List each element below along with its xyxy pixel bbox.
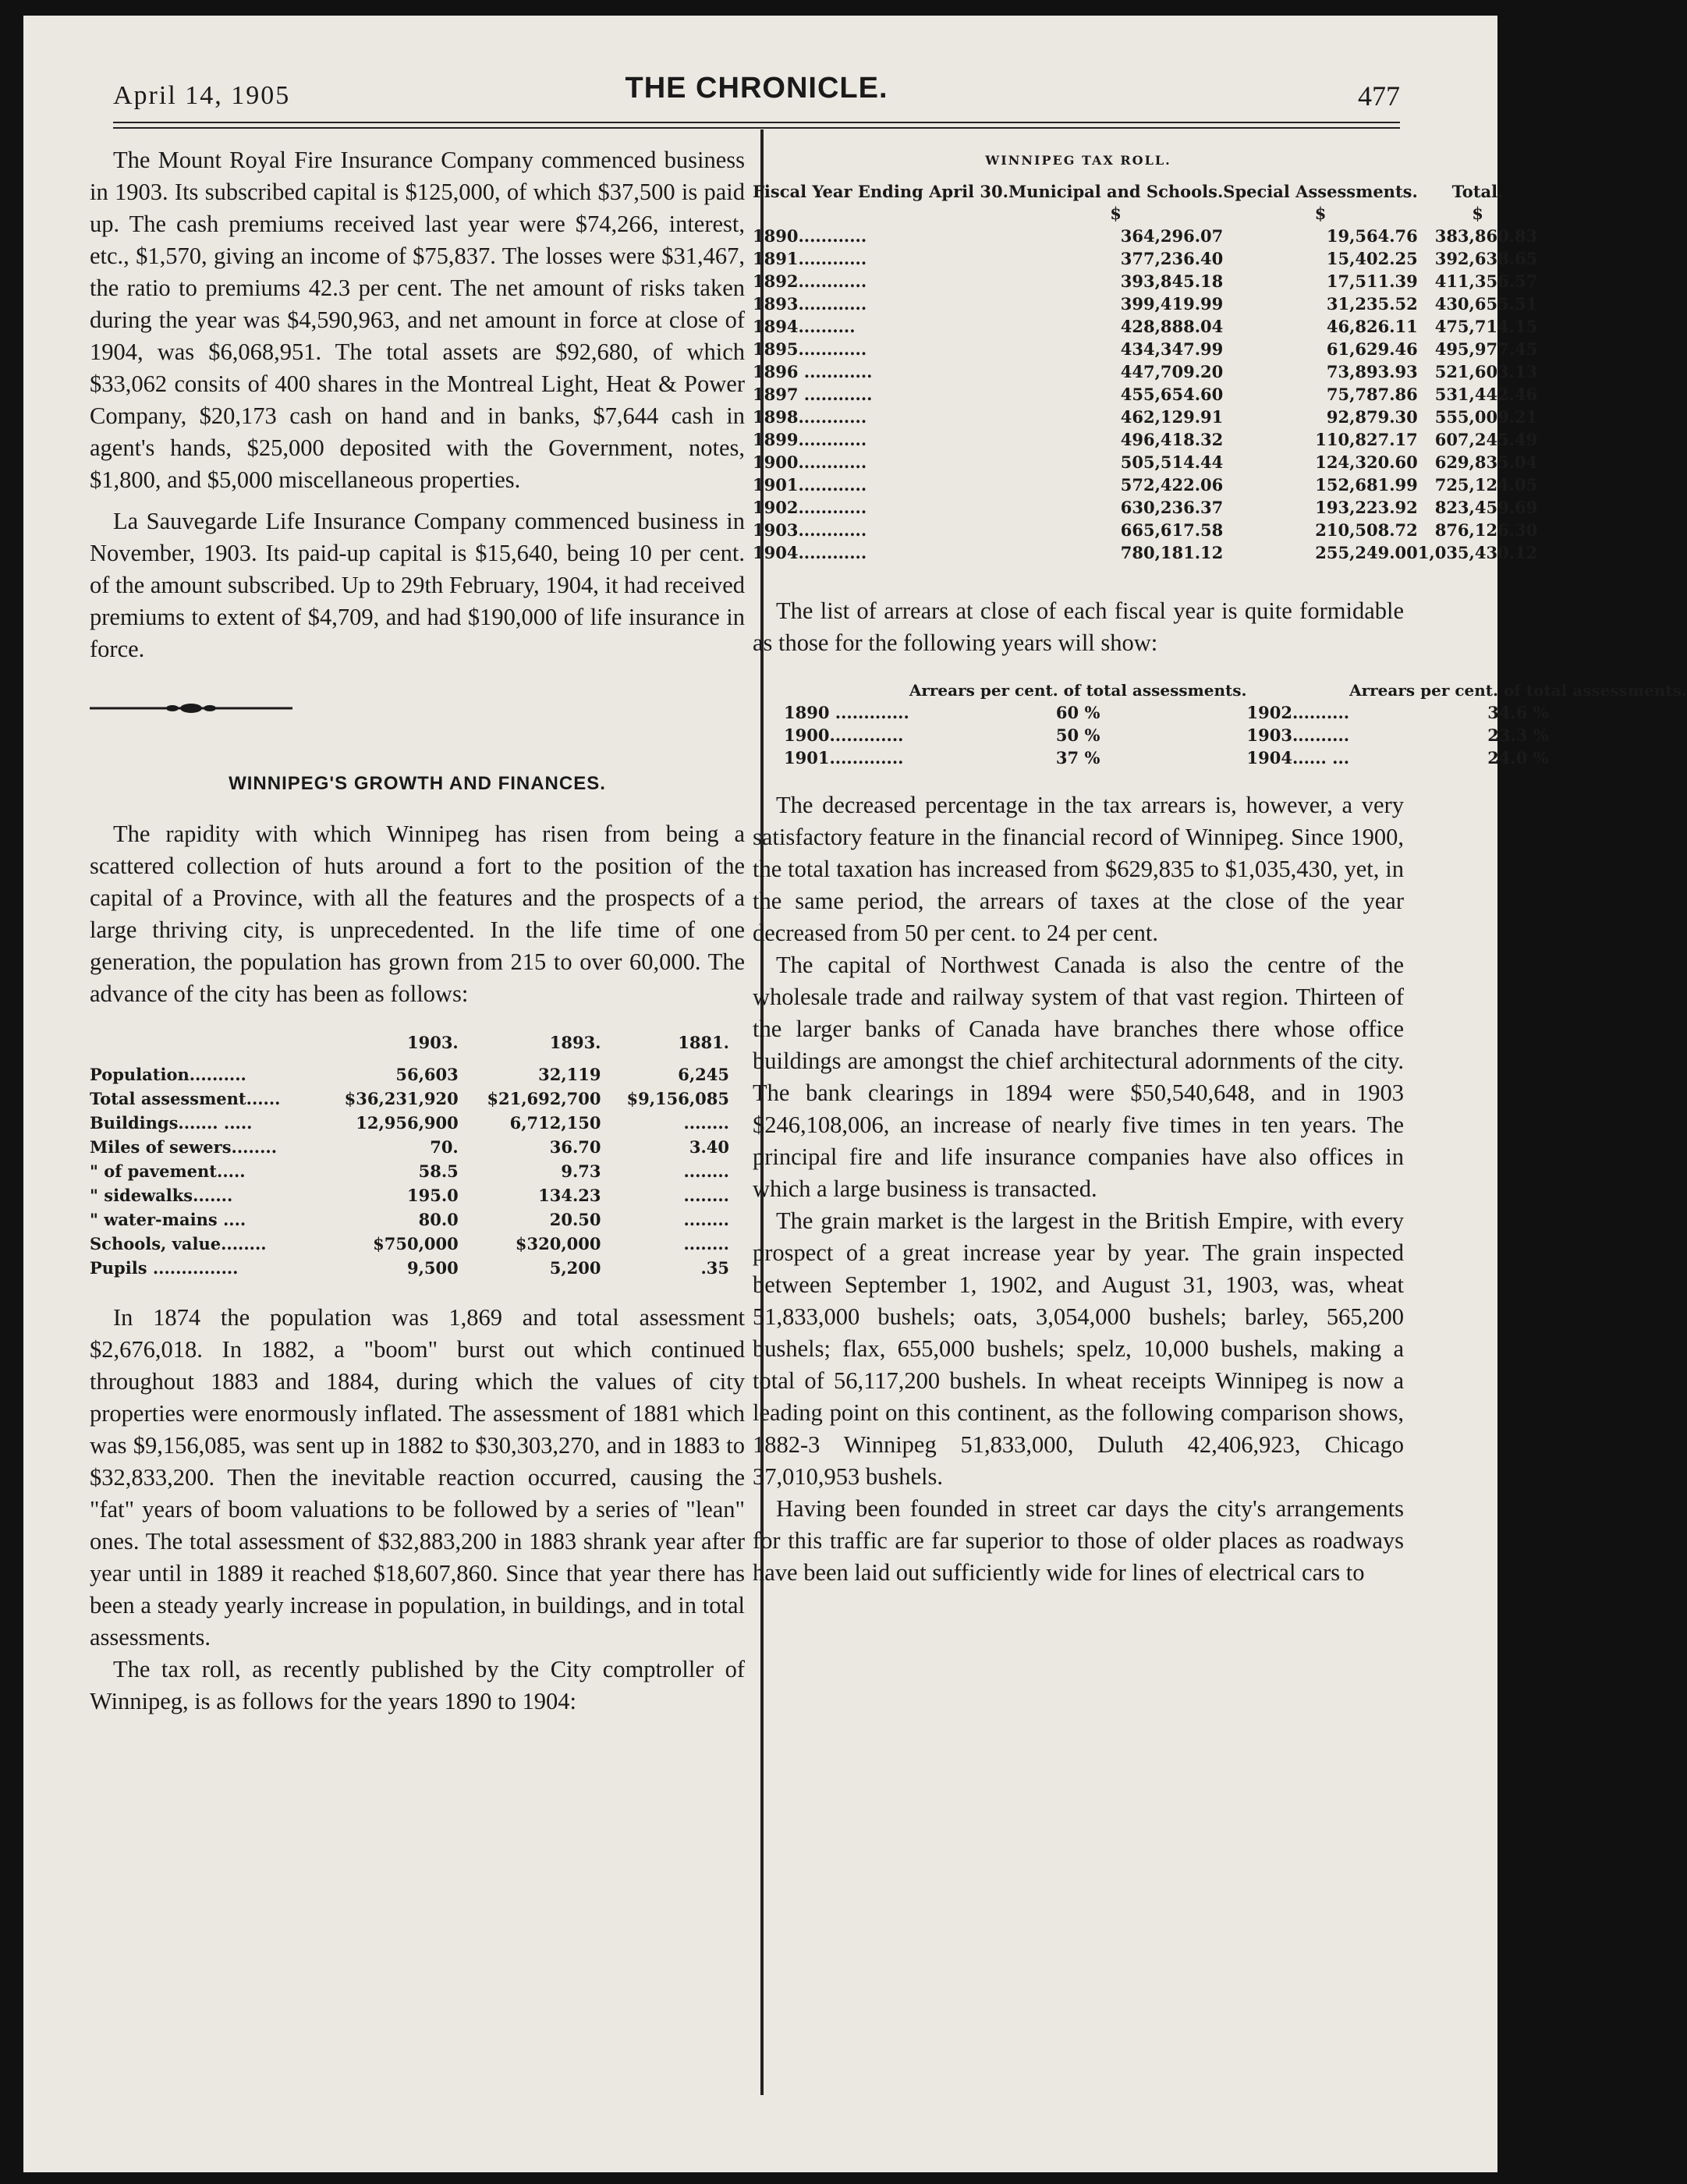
arrears-header-right: Arrears per cent. of total assessments. [1349, 681, 1687, 700]
mount-royal-paragraph: The Mount Royal Fire Insurance Company commenced business in 1903. Its subscribed capital is $125,000, of which $37,500 is paid up. The cash premiums received last year were $74,266, interest, etc., $1,570, giving an income of $75,837. The losses were $31,467, the ratio to premiums 42.3 per cent. The net amount of risks taken during the year was $4,590,963, and net amount in force at close of 1904, was $6,068,951. The total assets are $92,680, of which $33,062 consits of 400 shares in the Montreal Light, Heat & Power Company, $20,173 cash on hand and in banks, $7,644 cash in agent's hands, $25,000 deposited with the Government, notes, $1,800, and $5,000 miscellaneous properties. [90, 147, 745, 493]
tax-unit: $ [1110, 204, 1122, 223]
tax-cell: 1899............ [753, 430, 867, 449]
tax-unit: $ [1472, 204, 1483, 223]
tax-cell: 393,845.18 [1120, 271, 1224, 291]
arrears-cell: 24.0 % [1487, 748, 1549, 768]
growth-cell: 195.0 [406, 1186, 459, 1205]
arrears-row [784, 701, 1687, 724]
tax-cell: 399,419.99 [1120, 294, 1224, 314]
growth-cell: 134.23 [538, 1186, 601, 1205]
tax-cell: 572,422.06 [1120, 475, 1224, 495]
arrears-table [784, 679, 1687, 769]
growth-header: 1903. [406, 1033, 459, 1052]
tax-cell: 607,245.49 [1434, 430, 1538, 449]
tax-cell: 61,629.46 [1326, 339, 1418, 359]
tax-cell: 462,129.91 [1120, 407, 1224, 427]
tax-row [753, 247, 1537, 270]
growth-row [90, 1135, 729, 1159]
section-heading: WINNIPEG'S GROWTH AND FINANCES. [229, 773, 606, 794]
growth-cell: ........ [683, 1234, 729, 1253]
growth-header: 1881. [678, 1033, 729, 1052]
growth-cell: $21,692,700 [487, 1089, 601, 1108]
growth-cell: 20.50 [549, 1210, 601, 1229]
arrears-cell: 1902.......... [1246, 703, 1350, 722]
growth-cell: 3.40 [689, 1137, 729, 1157]
tax-cell: 92,879.30 [1326, 407, 1418, 427]
tax-unit: $ [1314, 204, 1327, 223]
tax-cell: 255,249.00 [1315, 543, 1418, 562]
tax-row [753, 541, 1537, 564]
growth-cell: ........ [683, 1210, 729, 1229]
rapidity-paragraph: The rapidity with which Winnipeg has risen from being a scattered collection of huts around a fort to the position of the capital of a Province, with all the features and the prospects of a large thriving city, is unprecedented. In the life time of one generation, the population has grown from 215 to over 60,000. The advance of the city has been as follows: [90, 821, 745, 1007]
page-number: 477 [1358, 80, 1400, 112]
header-date: April 14, 1905 [113, 81, 291, 110]
tax-row [753, 383, 1537, 406]
tax-cell: 495,977.45 [1434, 339, 1538, 359]
growth-cell: Pupils ............... [90, 1258, 239, 1278]
tax-roll-title: WINNIPEG TAX ROLL. [985, 153, 1171, 168]
arrears-cell: 50 % [1055, 725, 1100, 745]
arrears-header-row [784, 679, 1687, 701]
growth-cell: " sidewalks....... [90, 1186, 233, 1205]
tax-cell: 31,235.52 [1326, 294, 1418, 314]
grain-market-paragraph: The grain market is the largest in the British Empire, with every prospect of a great increase year by year. The grain inspected between September 1, 1902, and August 31, 1903, was, wheat 51,833,000 bushels; oats, 3,054,000 bushels; barley, 565,200 bushels; flax, 655,000 bushels; spelz, 10,000 bushels, making a total of 56,117,200 bushels. In wheat receipts Winnipeg is now a leading point on this continent, as the following comparison shows, 1882-3 Winnipeg 51,833,000, Duluth 42,406,923, Chicago 37,010,953 bushels. [753, 1207, 1404, 1490]
tax-cell: 531,442.46 [1434, 385, 1538, 404]
tax-cell: 823,459.69 [1434, 498, 1538, 517]
tax-cell: 15,402.25 [1326, 249, 1418, 268]
tax-header-row [753, 181, 1537, 203]
tax-row [753, 428, 1537, 451]
growth-cell: $320,000 [515, 1234, 601, 1253]
arrears-cell: 1900............. [784, 725, 904, 745]
growth-cell: $36,231,920 [344, 1089, 459, 1108]
tax-cell: 377,236.40 [1120, 249, 1224, 268]
tax-cell: 110,827.17 [1315, 430, 1418, 449]
growth-row [90, 1159, 729, 1183]
sauvegarde-paragraph: La Sauvegarde Life Insurance Company commenced business in November, 1903. Its paid-up capital is $15,640, being 10 per cent. of the amount subscribed. Up to 29th February, 1904, it had received premiums to extent of $4,709, and had $190,000 of life insurance in force. [90, 508, 745, 662]
tax-cell: 1,035,430.12 [1417, 543, 1538, 562]
tax-cell: 521,603.13 [1434, 362, 1538, 381]
growth-cell: " water-mains .... [90, 1210, 246, 1229]
northwest-capital-paragraph: The capital of Northwest Canada is also the centre of the wholesale trade and railway system of that vast region. Thirteen of the larger banks of Canada have branches there whose office buildings are amongst the chief architectural adornments of the city. The bank clearings in 1894 were $50,540,648, and in 1903 $246,108,006, an increase of nearly five times in ten years. The principal fire and life insurance companies have also offices in which a large business is transacted. [753, 952, 1404, 1202]
growth-cell: $750,000 [373, 1234, 459, 1253]
growth-header: 1893. [549, 1033, 601, 1052]
tax-roll-table [753, 181, 1537, 564]
tax-cell: 17,511.39 [1326, 271, 1418, 291]
arrears-cell: 1904...... ... [1246, 748, 1350, 768]
tax-unit [753, 203, 1008, 225]
tax-cell: 75,787.86 [1326, 385, 1418, 404]
tax-row [753, 496, 1537, 519]
tax-row [753, 519, 1537, 541]
tax-cell: 364,296.07 [1120, 226, 1224, 246]
tax-cell: 630,236.37 [1120, 498, 1224, 517]
tax-cell: 496,418.32 [1120, 430, 1224, 449]
growth-cell: ........ [683, 1161, 729, 1181]
tax-header: Special Assessments. [1223, 182, 1418, 201]
growth-cell: ........ [683, 1113, 729, 1133]
newspaper-page [23, 16, 1687, 2172]
tax-header: Total. [1451, 182, 1504, 201]
tax-cell: 1892............ [753, 271, 867, 291]
header-rule [113, 122, 1400, 129]
growth-row [90, 1087, 729, 1111]
arrears-row [784, 724, 1687, 746]
tax-cell: 876,126.30 [1434, 520, 1538, 540]
arrears-cell: 1901............. [784, 748, 904, 768]
tax-header: Fiscal Year Ending April 30. [753, 182, 1008, 201]
tax-cell: 1897 ............ [753, 385, 873, 404]
tax-cell: 1896 ............ [753, 362, 873, 381]
growth-row [90, 1256, 729, 1280]
tax-cell: 1898............ [753, 407, 867, 427]
growth-row [90, 1232, 729, 1256]
arrears-header-left: Arrears per cent. of total assessments. [909, 681, 1247, 700]
tax-cell: 1890............ [753, 226, 867, 246]
tax-cell: 475,714.15 [1434, 317, 1538, 336]
tax-row [753, 225, 1537, 247]
growth-header [90, 1030, 316, 1062]
tax-cell: 1891............ [753, 249, 867, 268]
tax-cell: 46,826.11 [1326, 317, 1418, 336]
tax-cell: 629,835.04 [1434, 452, 1538, 472]
tax-cell: 780,181.12 [1120, 543, 1224, 562]
growth-row [90, 1111, 729, 1135]
tax-cell: 455,654.60 [1120, 385, 1224, 404]
street-car-paragraph: Having been founded in street car days the city's arrangements for this traffic are far superior to those of older places as roadways have been laid out sufficiently wide for lines of electrical cars to [753, 1495, 1404, 1586]
tax-cell: 124,320.60 [1315, 452, 1418, 472]
growth-cell: 6,712,150 [509, 1113, 601, 1133]
growth-cell: 58.5 [418, 1161, 459, 1181]
tax-row [753, 360, 1537, 383]
growth-row [90, 1183, 729, 1207]
growth-cell: 5,200 [549, 1258, 601, 1278]
growth-cell: 80.0 [418, 1210, 459, 1229]
tax-header: Municipal and Schools. [1008, 182, 1224, 201]
growth-cell: 32,119 [538, 1065, 601, 1084]
tax-cell: 1900............ [753, 452, 867, 472]
tax-cell: 19,564.76 [1326, 226, 1418, 246]
right-column [753, 144, 1687, 1589]
tax-row [753, 315, 1537, 338]
tax-cell: 1904............ [753, 543, 867, 562]
growth-cell: 12,956,900 [356, 1113, 459, 1133]
growth-row [90, 1207, 729, 1232]
left-column [90, 144, 745, 1718]
growth-cell: Population.......... [90, 1065, 246, 1084]
growth-cell: 6,245 [678, 1065, 729, 1084]
growth-cell: 56,603 [395, 1065, 459, 1084]
growth-cell: " of pavement..... [90, 1161, 246, 1181]
population-history-paragraph: In 1874 the population was 1,869 and total assessment $2,676,018. In 1882, a "boom" burst out which continued throughout 1883 and 1884, during which the values of city properties were enormously inflated. The assessment of 1881 which was $9,156,085, was sent up in 1882 to $30,303,270, and in 1883 to $32,833,200. Then the inevitable reaction occurred, causing the "fat" years of boom valuations to be followed by a series of "lean" ones. The total assessment of $32,883,200 in 1883 shrank year after year until in 1889 it reached $18,607,860. Since that year there has been a steady yearly increase in population, in buildings, and in total assessments. [90, 1304, 745, 1650]
decreased-percentage-paragraph: The decreased percentage in the tax arrears is, however, a very satisfactory feature in the financial record of Winnipeg. Since 1900, the total taxation has increased from $629,835 to $1,035,430, yet, in the same period, the arrears of taxes at the close of the year decreased from 50 per cent. to 24 per cent. [753, 792, 1404, 946]
tax-row [753, 292, 1537, 315]
tax-row [753, 270, 1537, 292]
tax-row [753, 338, 1537, 360]
tax-row [753, 451, 1537, 473]
growth-cell: Schools, value........ [90, 1234, 267, 1253]
tax-cell: 73,893.93 [1326, 362, 1418, 381]
tax-cell: 193,223.92 [1315, 498, 1418, 517]
arrears-cell: 34.6 % [1487, 703, 1549, 722]
growth-cell: 9,500 [406, 1258, 459, 1278]
arrears-intro-paragraph: The list of arrears at close of each fiscal year is quite formidable as those for the following years will show: [753, 597, 1404, 656]
growth-cell: 36.70 [549, 1137, 601, 1157]
arrears-cell: 1890 ............. [784, 703, 909, 722]
tax-cell: 152,681.99 [1315, 475, 1418, 495]
publication-title: THE CHRONICLE. [625, 72, 888, 105]
growth-cell: .35 [700, 1258, 729, 1278]
growth-cell: Buildings....... ..... [90, 1113, 253, 1133]
tax-row [753, 473, 1537, 496]
tax-cell: 555,009.21 [1434, 407, 1538, 427]
growth-cell: Total assessment...... [90, 1089, 281, 1108]
tax-cell: 392,638.65 [1434, 249, 1538, 268]
tax-cell: 665,617.58 [1120, 520, 1224, 540]
tax-cell: 428,888.04 [1120, 317, 1224, 336]
tax-cell: 430,655.51 [1434, 294, 1538, 314]
tax-roll-intro-paragraph: The tax roll, as recently published by the City comptroller of Winnipeg, is as follows for the years 1890 to 1904: [90, 1656, 745, 1714]
tax-cell: 383,860.83 [1434, 226, 1538, 246]
tax-cell: 1894.......... [753, 317, 856, 336]
tax-cell: 1895............ [753, 339, 867, 359]
arrears-row [784, 746, 1687, 769]
tax-cell: 434,347.99 [1120, 339, 1224, 359]
tax-cell: 505,514.44 [1120, 452, 1224, 472]
tax-units-row [753, 203, 1537, 225]
ornament-divider [90, 697, 292, 720]
tax-cell: 1901............ [753, 475, 867, 495]
tax-cell: 210,508.72 [1315, 520, 1418, 540]
arrears-cell: 23.3 % [1487, 725, 1549, 745]
growth-header-row [90, 1030, 729, 1062]
arrears-cell: 1903.......... [1246, 725, 1350, 745]
tax-cell: 411,356.57 [1434, 271, 1538, 291]
growth-table [90, 1030, 729, 1280]
arrears-cell: 37 % [1055, 748, 1100, 768]
tax-cell: 1902............ [753, 498, 867, 517]
growth-cell: 9.73 [561, 1161, 601, 1181]
growth-cell: ........ [683, 1186, 729, 1205]
growth-cell: Miles of sewers........ [90, 1137, 278, 1157]
tax-row [753, 406, 1537, 428]
tax-cell: 1893............ [753, 294, 867, 314]
growth-cell: 70. [430, 1137, 459, 1157]
page-header [113, 72, 1400, 119]
arrears-cell: 60 % [1055, 703, 1100, 722]
tax-cell: 1903............ [753, 520, 867, 540]
growth-cell: $9,156,085 [626, 1089, 729, 1108]
growth-row [90, 1062, 729, 1087]
tax-cell: 447,709.20 [1120, 362, 1224, 381]
tax-cell: 725,124.05 [1434, 475, 1538, 495]
